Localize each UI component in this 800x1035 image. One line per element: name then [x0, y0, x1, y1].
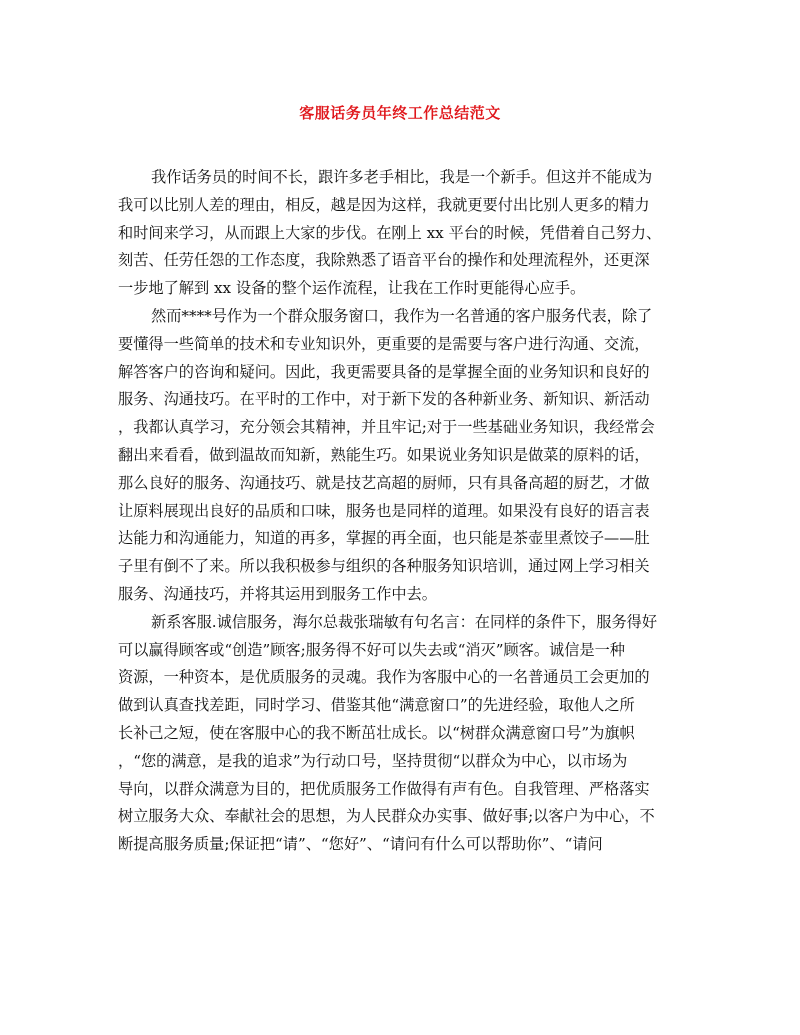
document-body	[118, 164, 680, 859]
text-line: 新系客服.诚信服务，海尔总裁张瑞敏有句名言：在同样的条件下，服务得好	[151, 612, 658, 631]
text-line: 我作话务员的时间不长，跟许多老手相比，我是一个新手。但这并不能成为	[151, 168, 653, 186]
text-line: 服务、沟通技巧。在平时的工作中，对于新下发的各种新业务、新知识、新活动	[118, 390, 650, 409]
text-line: 服务、沟通技巧，并将其运用到服务工作中去。	[118, 584, 437, 603]
text-line: 要懂得一些简单的技术和专业知识外，更重要的是需要与客户进行沟通、交流，	[118, 334, 650, 353]
text-line: 资源，一种资本，是优质服务的灵魂。我作为客服中心的一名普通员工会更加的	[118, 668, 650, 687]
text-line: 让原料展现出良好的品质和口味，服务也是同样的道理。如果没有良好的语言表	[118, 501, 650, 520]
text-line: 达能力和沟通能力，知道的再多，掌握的再全面，也只能是茶壶里煮饺子——肚	[118, 529, 650, 548]
text-line: 刻苦、任劳任怨的工作态度，我除熟悉了语音平台的操作和处理流程外，还更深	[118, 251, 650, 270]
text-line: 我可以比别人差的理由，相反，越是因为这样，我就更要付出比别人更多的精力	[118, 195, 650, 214]
text-line: 做到认真查找差距，同时学习、借鉴其他“满意窗口”的先进经验，取他人之所	[118, 696, 635, 715]
text-line: 可以赢得顾客或“创造”顾客;服务得不好可以失去或“消灭”顾客。诚信是一种	[118, 640, 625, 659]
text-line: ，“您的满意，是我的追求”为行动口号，坚持贯彻“以群众为中心，以市场为	[118, 751, 628, 770]
text-line: 子里有倒不了来。所以我积极参与组织的各种服务知识培训，通过网上学习相关	[118, 557, 650, 576]
text-line: 长补己之短，使在客服中心的我不断茁壮成长。以“树群众满意窗口号”为旗帜	[118, 723, 635, 742]
text-line: ，我都认真学习，充分领会其精神，并且牢记;对于一些基础业务知识，我经常会	[118, 418, 655, 437]
text-line: 树立服务大众、奉献社会的思想，为人民群众办实事、做好事;以客户为中心，不	[118, 807, 655, 826]
text-line: 然而****号作为一个群众服务窗口，我作为一名普通的客户服务代表，除了	[151, 306, 653, 325]
page-title: 客服话务员年终工作总结范文	[299, 104, 501, 122]
text-line: 导向，以群众满意为目的，把优质服务工作做得有声有色。自我管理、严格落实	[118, 779, 650, 798]
text-line: 一步地了解到 xx 设备的整个运作流程，让我在工作时更能得心应手。	[118, 279, 586, 298]
text-line: 那么良好的服务、沟通技巧、就是技艺高超的厨师，只有具备高超的厨艺，才做	[118, 473, 650, 492]
text-line: 断提高服务质量;保证把“请”、“您好”、“请问有什么可以帮助你”、“请问	[118, 835, 603, 854]
text-line: 和时间来学习，从而跟上大家的步伐。在刚上 xx 平台的时候，凭借着自己努力、	[118, 223, 662, 242]
text-line: 翻出来看看，做到温故而知新，熟能生巧。如果说业务知识是做菜的原料的话，	[118, 445, 650, 464]
text-line: 解答客户的咨询和疑问。因此，我更需要具备的是掌握全面的业务知识和良好的	[118, 362, 650, 381]
